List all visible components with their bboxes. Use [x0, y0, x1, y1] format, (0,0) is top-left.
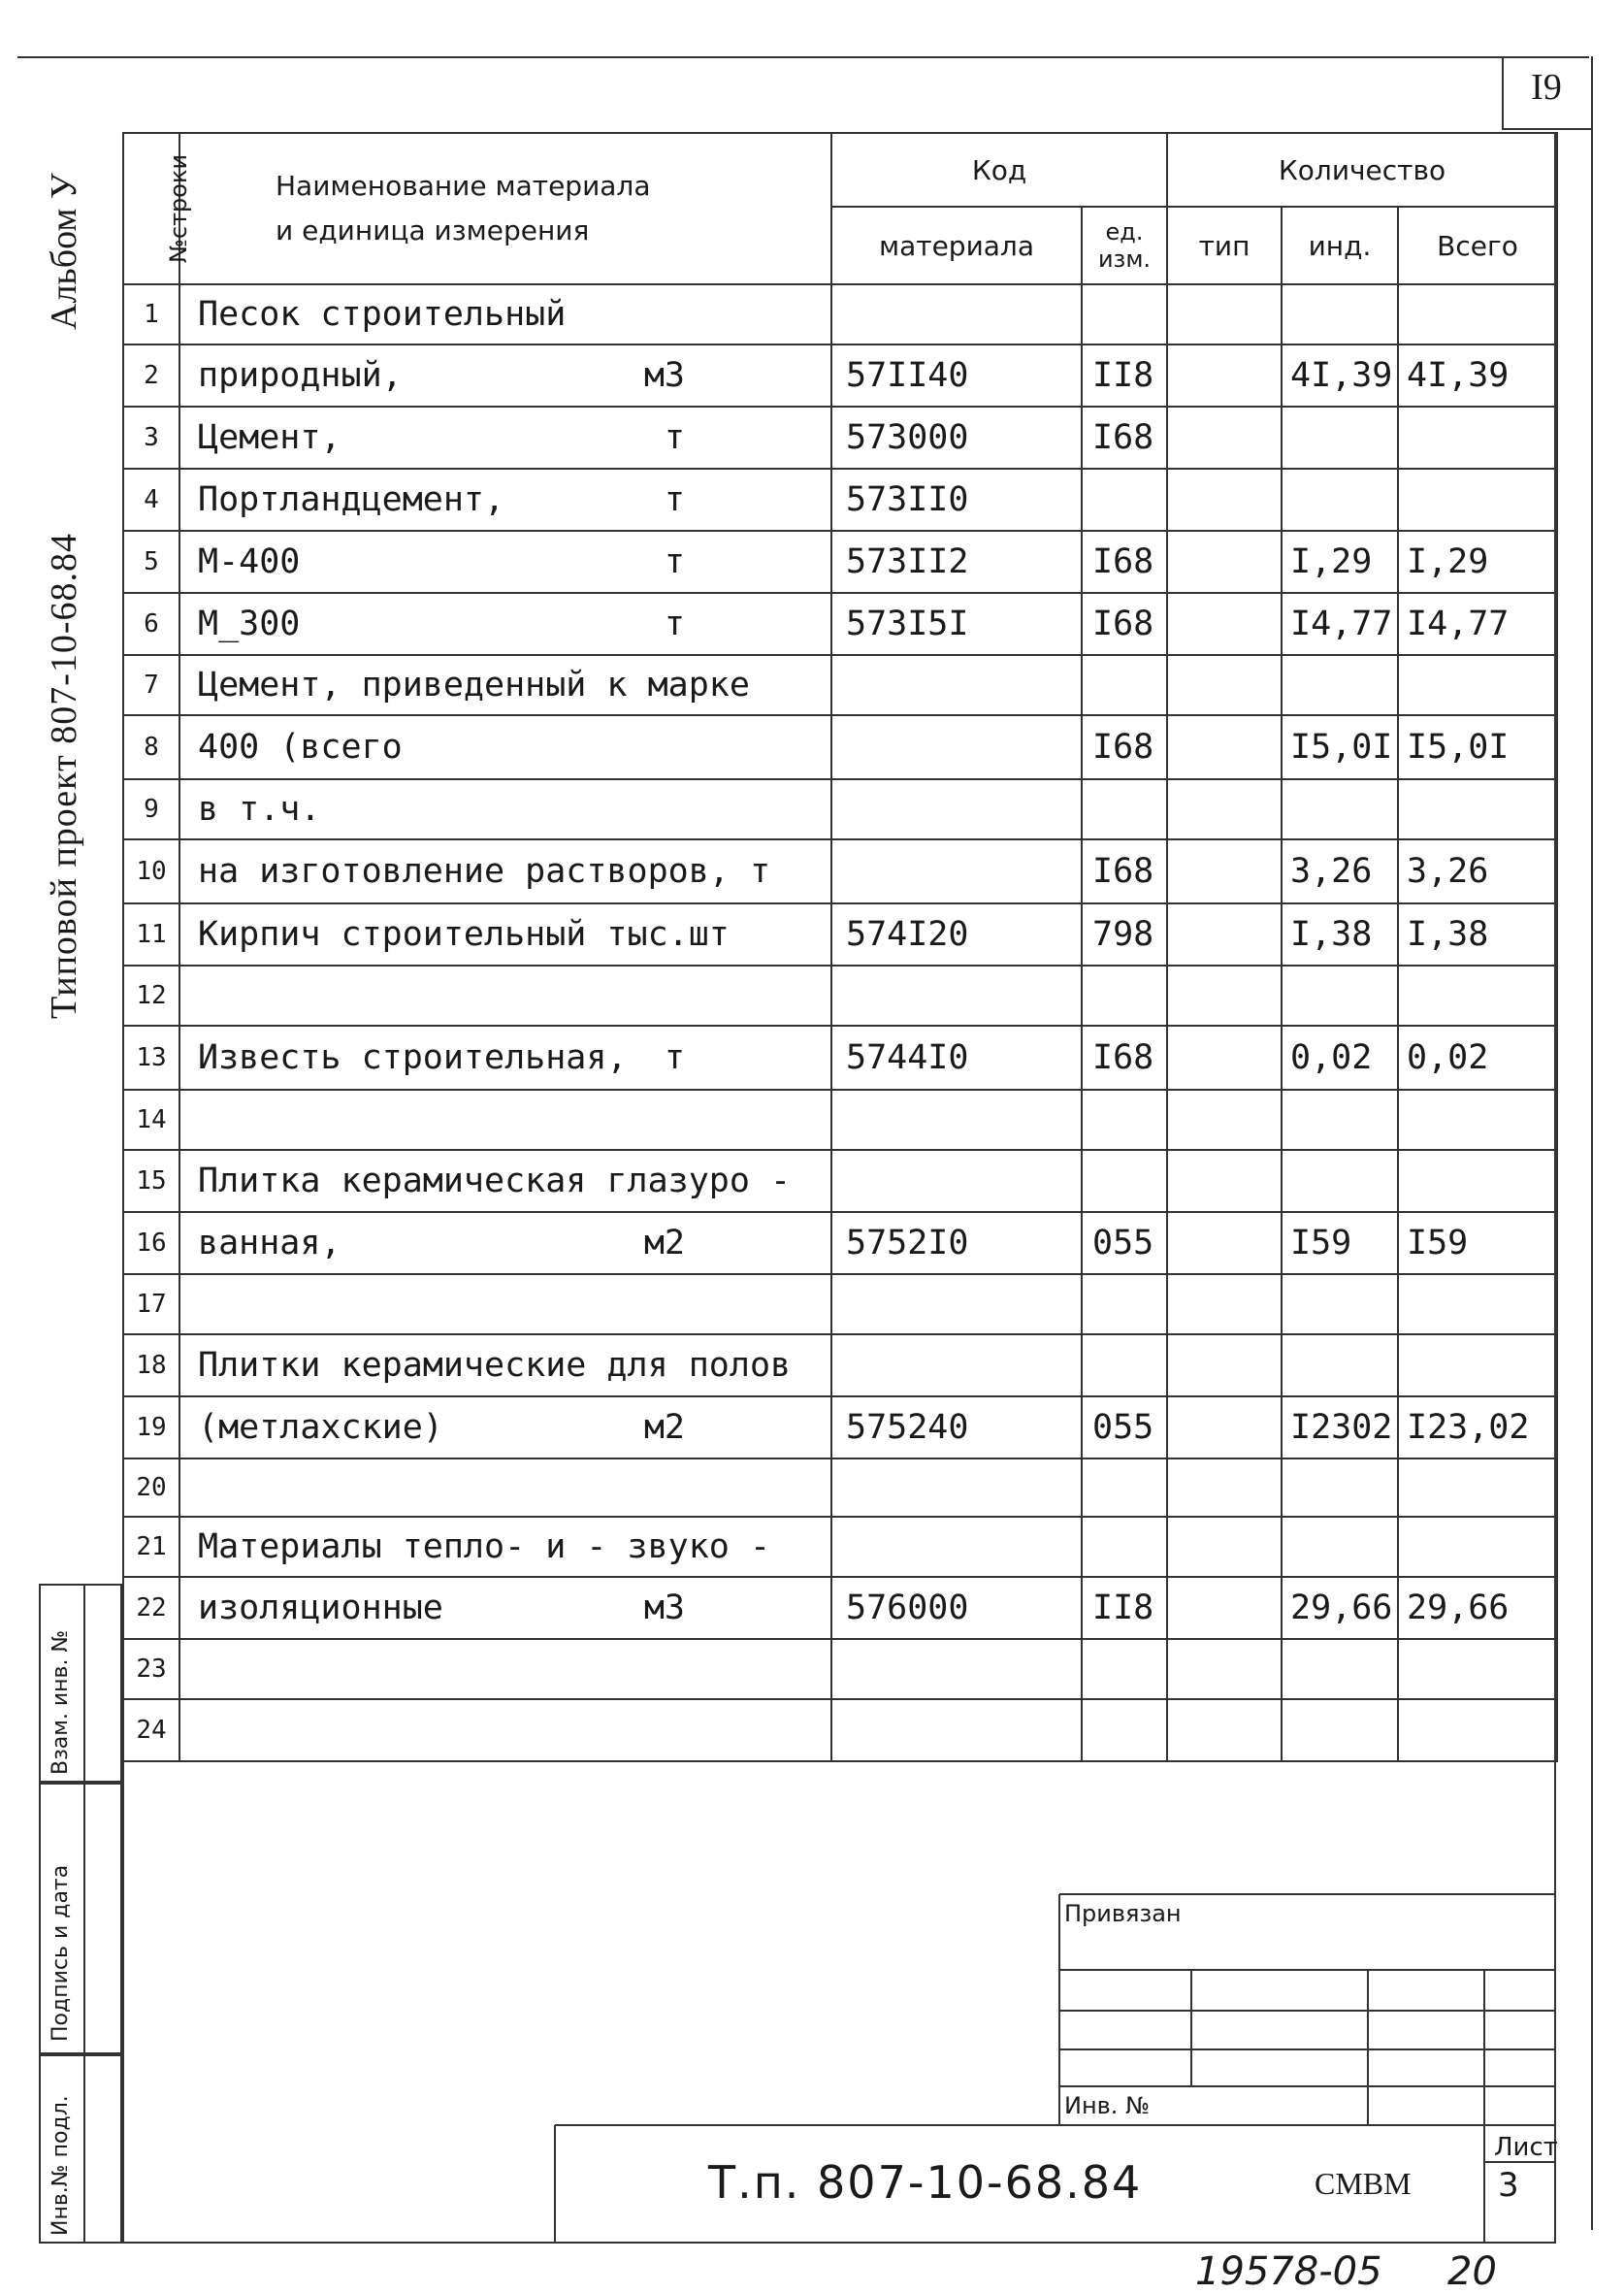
material-name: [179, 1274, 831, 1334]
material-name-text: Цемент, приведенный к марке: [198, 666, 750, 705]
table-row: [123, 531, 1557, 593]
table-row: [123, 1699, 1557, 1761]
qty-total: 3,26: [1398, 839, 1557, 903]
row-number: 3: [123, 407, 179, 469]
header-code-group: Код: [831, 133, 1167, 207]
qty-type: [1167, 593, 1282, 655]
material-code: 576000: [831, 1577, 1082, 1639]
qty-ind: [1282, 1274, 1398, 1334]
table-row: [123, 715, 1557, 779]
qty-type: [1167, 1026, 1282, 1090]
qty-ind: 3,26: [1282, 839, 1398, 903]
material-name: [179, 655, 831, 715]
qty-type: [1167, 1212, 1282, 1274]
qty-total: [1398, 1699, 1557, 1761]
unit-code: [1082, 1517, 1167, 1577]
material-name: [179, 1577, 831, 1639]
table-row: [123, 1274, 1557, 1334]
material-name-text: Плитки керамические для полов: [198, 1346, 792, 1385]
qty-ind: [1282, 469, 1398, 531]
unit-code: [1082, 1334, 1167, 1396]
qty-type: [1167, 1150, 1282, 1212]
material-name-text: М-400: [198, 542, 301, 581]
material-unit-text: м2: [643, 1224, 685, 1262]
row-number: 8: [123, 715, 179, 779]
document-code: Т.п. 807-10-68.84: [708, 2156, 1143, 2209]
unit-code: I68: [1082, 715, 1167, 779]
qty-ind: [1282, 966, 1398, 1026]
qty-total: I,29: [1398, 531, 1557, 593]
qty-type: [1167, 1639, 1282, 1699]
qty-type: [1167, 1274, 1282, 1334]
unit-code: [1082, 1699, 1167, 1761]
qty-total: [1398, 407, 1557, 469]
row-number: 15: [123, 1150, 179, 1212]
header-code-material: материала: [831, 207, 1082, 284]
qty-type: [1167, 779, 1282, 839]
material-name-text: ванная,: [198, 1224, 341, 1262]
material-code: [831, 1699, 1082, 1761]
material-name: [179, 1639, 831, 1699]
material-name: [179, 1090, 831, 1150]
material-code: [831, 1090, 1082, 1150]
material-name-text: (метлахские): [198, 1408, 443, 1447]
table-row: [123, 1396, 1557, 1458]
unit-code: I68: [1082, 531, 1167, 593]
unit-code: II8: [1082, 1577, 1167, 1639]
material-name: [179, 1150, 831, 1212]
qty-ind: [1282, 1639, 1398, 1699]
row-number: 10: [123, 839, 179, 903]
qty-total: I4,77: [1398, 593, 1557, 655]
header-code-unit: ед. изм.: [1082, 207, 1167, 284]
qty-ind: I4,77: [1282, 593, 1398, 655]
qty-total: I23,02: [1398, 1396, 1557, 1458]
row-number: 22: [123, 1577, 179, 1639]
qty-ind: [1282, 655, 1398, 715]
qty-ind: [1282, 1517, 1398, 1577]
table-row: [123, 1517, 1557, 1577]
row-number: 1: [123, 284, 179, 344]
material-code: [831, 1639, 1082, 1699]
table-row: [123, 1577, 1557, 1639]
row-number: 18: [123, 1334, 179, 1396]
material-code: [831, 1150, 1082, 1212]
qty-ind: 29,66: [1282, 1577, 1398, 1639]
qty-ind: [1282, 407, 1398, 469]
table-row: [123, 966, 1557, 1026]
unit-code: II8: [1082, 344, 1167, 407]
qty-total: [1398, 284, 1557, 344]
stamp-vzam-inv: [39, 1584, 122, 1783]
table-row: [123, 407, 1557, 469]
table-row: [123, 284, 1557, 344]
qty-type: [1167, 344, 1282, 407]
unit-code: I68: [1082, 593, 1167, 655]
qty-type: [1167, 715, 1282, 779]
row-number: 23: [123, 1639, 179, 1699]
table-row: [123, 903, 1557, 966]
table-row: [123, 1334, 1557, 1396]
material-name: [179, 469, 831, 531]
bound-label: Привязан: [1064, 1900, 1182, 1927]
material-unit-text: т: [664, 480, 685, 519]
material-name-text: Известь строительная,: [198, 1038, 628, 1077]
table-row: [123, 1639, 1557, 1699]
qty-total: [1398, 1639, 1557, 1699]
material-code: [831, 284, 1082, 344]
material-code: [831, 1334, 1082, 1396]
row-number: 11: [123, 903, 179, 966]
material-name-text: Кирпич строительный тыс.шт: [198, 915, 730, 954]
qty-type: [1167, 1334, 1282, 1396]
qty-type: [1167, 1577, 1282, 1639]
material-name-text: природный,: [198, 356, 403, 395]
material-name: [179, 903, 831, 966]
top-border-line: [17, 56, 1589, 58]
sheet-label: Лист: [1494, 2133, 1558, 2162]
stamp-vzam-label: Взам. инв. №: [49, 1629, 73, 1775]
qty-type: [1167, 1517, 1282, 1577]
qty-total: I59: [1398, 1212, 1557, 1274]
material-code: 573000: [831, 407, 1082, 469]
project-label: Типовой проект 807-10-68.84: [44, 533, 84, 1019]
unit-code: I68: [1082, 1026, 1167, 1090]
material-code: [831, 1274, 1082, 1334]
qty-ind: I,29: [1282, 531, 1398, 593]
header-qty-type: тип: [1167, 207, 1282, 284]
qty-total: [1398, 1458, 1557, 1517]
unit-code: [1082, 1639, 1167, 1699]
qty-ind: [1282, 1458, 1398, 1517]
stamp-inv-podl: [39, 2054, 122, 2244]
material-name: [179, 284, 831, 344]
material-name: [179, 715, 831, 779]
sheet-value: 3: [1498, 2166, 1519, 2205]
material-name: [179, 966, 831, 1026]
unit-code: [1082, 469, 1167, 531]
material-name: [179, 531, 831, 593]
unit-code: [1082, 1274, 1167, 1334]
table-row: [123, 1458, 1557, 1517]
qty-total: [1398, 469, 1557, 531]
row-number: 7: [123, 655, 179, 715]
material-code: 57II40: [831, 344, 1082, 407]
qty-total: [1398, 966, 1557, 1026]
row-number: 19: [123, 1396, 179, 1458]
qty-ind: I2302: [1282, 1396, 1398, 1458]
material-name-text: изоляционные: [198, 1589, 443, 1627]
qty-total: [1398, 1517, 1557, 1577]
right-border-line: [1591, 56, 1593, 2230]
qty-ind: I59: [1282, 1212, 1398, 1274]
page-number: 20: [1447, 2249, 1497, 2294]
unit-code: 055: [1082, 1212, 1167, 1274]
table-row: [123, 1090, 1557, 1150]
stamp-podpis-label: Подпись и дата: [49, 1864, 73, 2042]
row-number: 12: [123, 966, 179, 1026]
material-code: [831, 1458, 1082, 1517]
inv-number-label: Инв. №: [1064, 2092, 1151, 2119]
qty-ind: [1282, 1090, 1398, 1150]
qty-ind: 0,02: [1282, 1026, 1398, 1090]
album-label: Альбом У: [44, 173, 84, 330]
qty-type: [1167, 839, 1282, 903]
material-name: [179, 1458, 831, 1517]
unit-code: 798: [1082, 903, 1167, 966]
material-name-text: 400 (всего: [198, 728, 403, 767]
qty-ind: I5,0I: [1282, 715, 1398, 779]
handwritten-number: 19578-05: [1195, 2249, 1382, 2294]
qty-total: [1398, 1274, 1557, 1334]
material-name-text: М_300: [198, 605, 301, 643]
qty-type: [1167, 903, 1282, 966]
qty-type: [1167, 1090, 1282, 1150]
unit-code: I68: [1082, 407, 1167, 469]
header-row-number: №строки: [123, 133, 179, 284]
material-name-text: Портландцемент,: [198, 480, 505, 519]
row-number: 16: [123, 1212, 179, 1274]
header-qty-total: Всего: [1398, 207, 1557, 284]
material-unit-text: т: [664, 542, 685, 581]
qty-ind: [1282, 1150, 1398, 1212]
row-number: 4: [123, 469, 179, 531]
row-number: 13: [123, 1026, 179, 1090]
material-code: 573II0: [831, 469, 1082, 531]
row-number: 24: [123, 1699, 179, 1761]
qty-total: 29,66: [1398, 1577, 1557, 1639]
qty-total: [1398, 1334, 1557, 1396]
material-name: [179, 1517, 831, 1577]
material-code: [831, 1517, 1082, 1577]
qty-type: [1167, 284, 1282, 344]
qty-total: I,38: [1398, 903, 1557, 966]
table-row: [123, 1150, 1557, 1212]
qty-ind: 4I,39: [1282, 344, 1398, 407]
material-name-text: Материалы тепло- и - звуко -: [198, 1527, 771, 1566]
material-code: [831, 839, 1082, 903]
qty-type: [1167, 1458, 1282, 1517]
unit-code: 055: [1082, 1396, 1167, 1458]
material-name: [179, 1396, 831, 1458]
qty-total: [1398, 779, 1557, 839]
unit-code: [1082, 779, 1167, 839]
material-unit-text: т: [664, 418, 685, 457]
qty-total: I5,0I: [1398, 715, 1557, 779]
qty-type: [1167, 407, 1282, 469]
row-number: 14: [123, 1090, 179, 1150]
qty-ind: [1282, 284, 1398, 344]
qty-total: 4I,39: [1398, 344, 1557, 407]
unit-code: [1082, 966, 1167, 1026]
row-number: 9: [123, 779, 179, 839]
unit-code: [1082, 1090, 1167, 1150]
unit-code: [1082, 655, 1167, 715]
material-code: [831, 966, 1082, 1026]
header-material-name: Наименование материала и единица измерения: [179, 133, 831, 284]
table-row: [123, 839, 1557, 903]
table-row: [123, 469, 1557, 531]
qty-total: [1398, 655, 1557, 715]
material-name: [179, 344, 831, 407]
header-quantity-group: Количество: [1167, 133, 1557, 207]
qty-type: [1167, 655, 1282, 715]
material-code: 5744I0: [831, 1026, 1082, 1090]
table-row: [123, 1212, 1557, 1274]
material-code: 574I20: [831, 903, 1082, 966]
material-unit-text: м2: [643, 1408, 685, 1447]
qty-ind: [1282, 779, 1398, 839]
row-number: 2: [123, 344, 179, 407]
table-row: [123, 1026, 1557, 1090]
material-name: [179, 407, 831, 469]
material-name: [179, 1026, 831, 1090]
row-number: 5: [123, 531, 179, 593]
qty-type: [1167, 469, 1282, 531]
table-row: [123, 779, 1557, 839]
unit-code: [1082, 1150, 1167, 1212]
material-unit-text: т: [664, 1038, 685, 1077]
material-code: 573I5I: [831, 593, 1082, 655]
sheet-number: I9: [1531, 67, 1562, 108]
material-unit-text: т: [664, 605, 685, 643]
materials-table: [122, 132, 1558, 1762]
qty-ind: [1282, 1699, 1398, 1761]
qty-type: [1167, 1396, 1282, 1458]
material-name: [179, 1212, 831, 1274]
qty-total: [1398, 1090, 1557, 1150]
material-unit-text: м3: [643, 356, 685, 395]
unit-code: I68: [1082, 839, 1167, 903]
material-name-text: Плитка керамическая глазуро -: [198, 1162, 792, 1200]
material-name: [179, 839, 831, 903]
stamp-inv-podl-label: Инв.№ подл.: [49, 2095, 73, 2236]
material-code: 5752I0: [831, 1212, 1082, 1274]
row-number: 17: [123, 1274, 179, 1334]
material-name: [179, 1699, 831, 1761]
table-row: [123, 655, 1557, 715]
material-name-text: на изготовление растворов, т: [198, 852, 771, 891]
material-unit-text: м3: [643, 1589, 685, 1627]
row-number: 21: [123, 1517, 179, 1577]
qty-type: [1167, 966, 1282, 1026]
material-code: [831, 655, 1082, 715]
material-code: 573II2: [831, 531, 1082, 593]
row-number: 6: [123, 593, 179, 655]
material-name: [179, 779, 831, 839]
unit-code: [1082, 284, 1167, 344]
qty-total: 0,02: [1398, 1026, 1557, 1090]
qty-ind: I,38: [1282, 903, 1398, 966]
qty-total: [1398, 1150, 1557, 1212]
material-name-text: Песок строительный: [198, 295, 567, 334]
stamp-podpis-data: [39, 1783, 122, 2054]
qty-ind: [1282, 1334, 1398, 1396]
qty-type: [1167, 531, 1282, 593]
material-name-text: Цемент,: [198, 418, 341, 457]
document-suffix: СМВМ: [1315, 2166, 1412, 2201]
header-qty-ind: инд.: [1282, 207, 1398, 284]
table-row: [123, 344, 1557, 407]
table-row: [123, 593, 1557, 655]
material-code: [831, 779, 1082, 839]
unit-code: [1082, 1458, 1167, 1517]
material-code: [831, 715, 1082, 779]
qty-type: [1167, 1699, 1282, 1761]
material-name: [179, 593, 831, 655]
row-number: 20: [123, 1458, 179, 1517]
material-name: [179, 1334, 831, 1396]
material-code: 575240: [831, 1396, 1082, 1458]
material-name-text: в т.ч.: [198, 790, 321, 829]
